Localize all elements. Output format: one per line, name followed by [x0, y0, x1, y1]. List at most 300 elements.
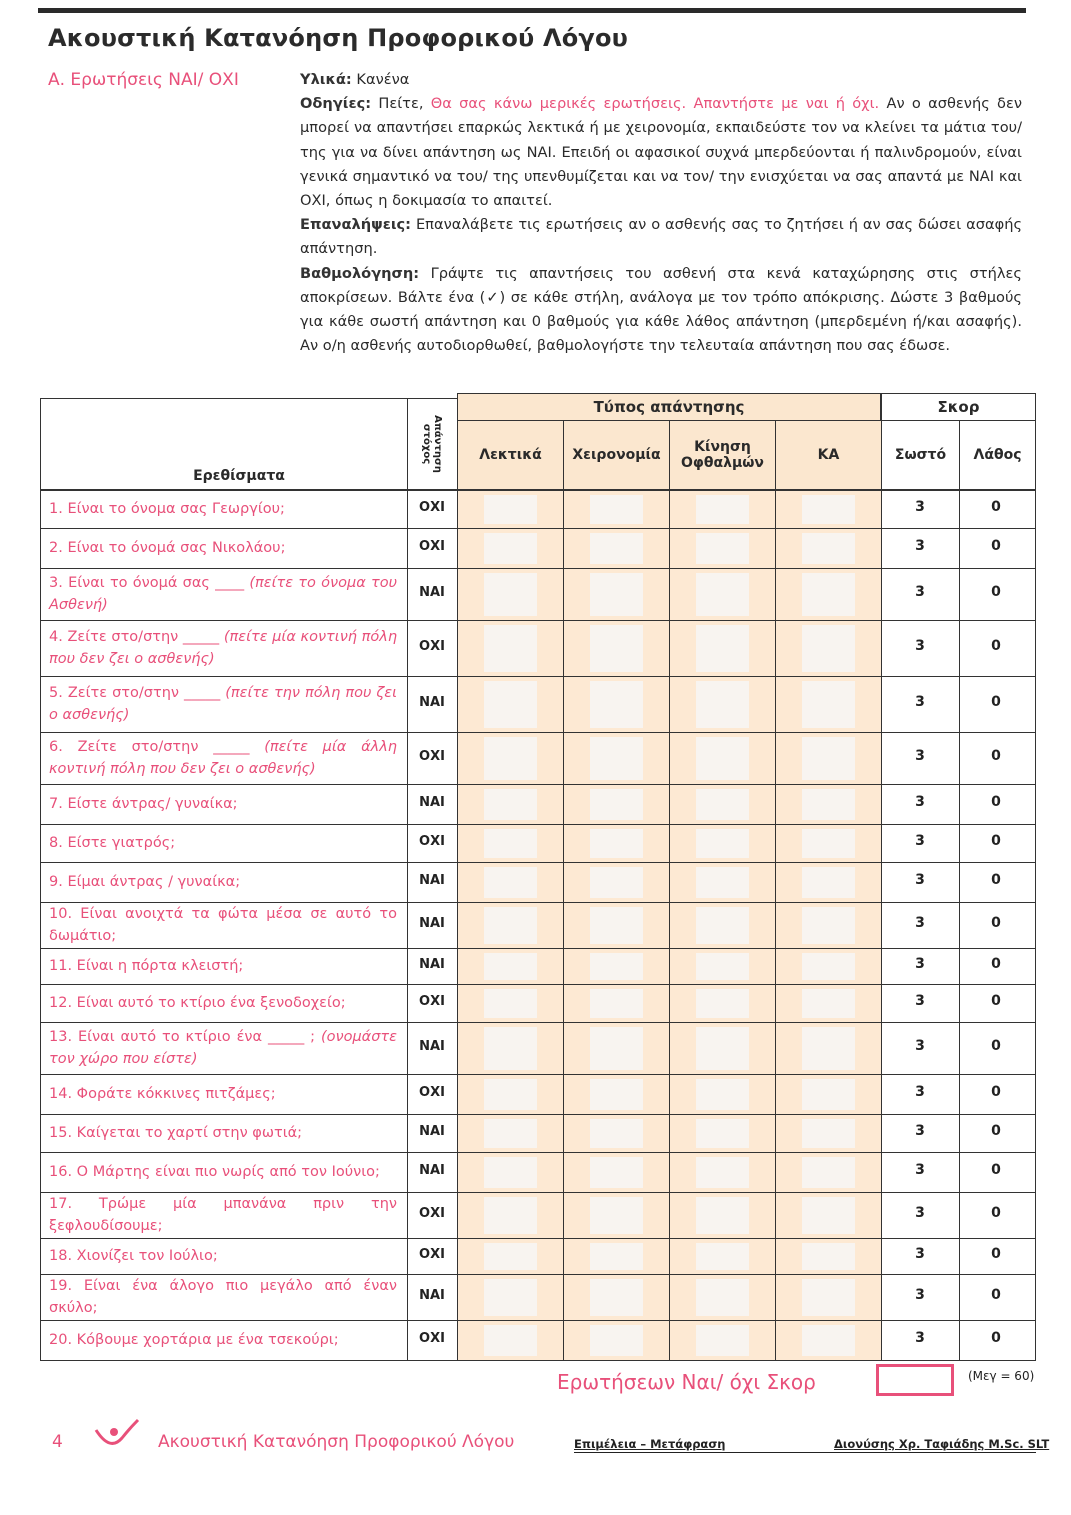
response-entry[interactable]: [696, 1157, 749, 1188]
response-entry[interactable]: [484, 1119, 537, 1148]
table-row: [40, 902, 1036, 948]
stimulus-question: [49, 793, 397, 815]
response-entry[interactable]: [802, 1197, 855, 1234]
stimulus-question: [49, 1329, 397, 1351]
response-entry[interactable]: [802, 495, 855, 524]
response-entry[interactable]: [802, 829, 855, 858]
question-text: 1. Είναι το όνομα σας Γεωργίου;: [49, 501, 285, 517]
response-entry[interactable]: [696, 1197, 749, 1234]
response-entry[interactable]: [484, 1243, 537, 1270]
response-cell[interactable]: [458, 1075, 563, 1114]
table-row: [40, 948, 1036, 984]
stimulus-question: [49, 1245, 397, 1267]
question-text: 3. Είναι το όνομά σας ____: [49, 575, 250, 591]
response-cell[interactable]: [458, 733, 563, 784]
table-row: [40, 1114, 1036, 1152]
response-entry[interactable]: [802, 1243, 855, 1270]
score-header-label: Σκορ: [937, 398, 980, 416]
response-entry[interactable]: [590, 681, 643, 728]
col-verbal-header: [457, 420, 564, 490]
response-cell[interactable]: [776, 529, 881, 568]
response-cell[interactable]: [458, 785, 563, 824]
response-cell[interactable]: [670, 949, 775, 984]
correct-score[interactable]: 3: [915, 1205, 925, 1221]
table-row: [40, 824, 1036, 862]
response-cell[interactable]: [776, 733, 881, 784]
table-row: [40, 1320, 1036, 1360]
response-entry[interactable]: [484, 1325, 537, 1356]
target-header: Απάντηση στόχος: [421, 415, 443, 473]
column-divider: [959, 1238, 960, 1274]
response-entry[interactable]: [802, 1079, 855, 1110]
col-gesture-label: Χειρονομία: [572, 447, 661, 463]
response-entry[interactable]: [696, 1027, 749, 1070]
target-answer: ΝΑΙ: [419, 873, 445, 888]
response-cell[interactable]: [564, 825, 669, 862]
column-divider: [959, 984, 960, 1022]
response-entry[interactable]: [802, 953, 855, 980]
correct-score[interactable]: 3: [915, 1162, 925, 1178]
response-cell[interactable]: [670, 621, 775, 676]
directions-pre: Πείτε,: [378, 95, 424, 113]
footer-rule: [574, 1452, 1036, 1453]
response-entry[interactable]: [696, 989, 749, 1018]
response-entry[interactable]: [590, 533, 643, 564]
response-entry[interactable]: [484, 953, 537, 980]
response-cell[interactable]: [776, 863, 881, 902]
response-cell[interactable]: [564, 529, 669, 568]
wrong-score[interactable]: 0: [991, 1084, 1001, 1100]
wrong-score[interactable]: 0: [991, 833, 1001, 849]
response-cell[interactable]: [776, 1193, 881, 1238]
correct-score[interactable]: 3: [915, 748, 925, 764]
response-cell[interactable]: [670, 825, 775, 862]
correct-score[interactable]: 3: [915, 499, 925, 515]
response-cell[interactable]: [776, 621, 881, 676]
response-entry[interactable]: [802, 1157, 855, 1188]
response-entry[interactable]: [590, 625, 643, 672]
response-cell[interactable]: [564, 677, 669, 732]
wrong-score[interactable]: 0: [991, 872, 1001, 888]
repetitions-label: Επαναλήψεις:: [300, 216, 412, 234]
target-answer: ΟΧΙ: [419, 539, 445, 554]
column-divider: [959, 1114, 960, 1152]
response-entry[interactable]: [590, 1325, 643, 1356]
response-cell[interactable]: [776, 1153, 881, 1192]
response-entry[interactable]: [802, 533, 855, 564]
column-divider: [881, 528, 882, 568]
response-entry[interactable]: [802, 907, 855, 944]
response-entry[interactable]: [590, 1197, 643, 1234]
wrong-score[interactable]: 0: [991, 1123, 1001, 1139]
wrong-score[interactable]: 0: [991, 1287, 1001, 1303]
response-cell[interactable]: [564, 621, 669, 676]
repetitions-text: Επαναλάβετε τις ερωτήσεις αν ο ασθενής σας το ζητήσει ή αν σας δώσει ασαφής απάντηση.: [300, 216, 1023, 258]
correct-score[interactable]: 3: [915, 1038, 925, 1054]
column-divider: [881, 1192, 882, 1238]
response-cell[interactable]: [670, 903, 775, 948]
response-cell[interactable]: [776, 903, 881, 948]
column-divider: [959, 1152, 960, 1192]
correct-score[interactable]: 3: [915, 584, 925, 600]
wrong-score[interactable]: 0: [991, 1205, 1001, 1221]
response-entry[interactable]: [696, 533, 749, 564]
response-cell[interactable]: [670, 785, 775, 824]
stimulus-question: [49, 871, 397, 893]
response-entry[interactable]: [590, 1119, 643, 1148]
correct-score[interactable]: 3: [915, 1123, 925, 1139]
target-answer: ΝΑΙ: [419, 695, 445, 710]
table-row: [40, 1274, 1036, 1320]
response-entry[interactable]: [802, 573, 855, 616]
response-entry[interactable]: [802, 989, 855, 1018]
response-cell[interactable]: [564, 903, 669, 948]
response-entry[interactable]: [484, 625, 537, 672]
response-cell[interactable]: [670, 1193, 775, 1238]
response-cell[interactable]: [458, 491, 563, 528]
response-cell[interactable]: [670, 1023, 775, 1074]
response-entry[interactable]: [484, 907, 537, 944]
wrong-score[interactable]: 0: [991, 584, 1001, 600]
response-cell[interactable]: [776, 949, 881, 984]
response-cell[interactable]: [776, 1321, 881, 1360]
response-cell[interactable]: [564, 569, 669, 620]
instructions-block: [300, 68, 1022, 358]
correct-score[interactable]: 3: [915, 915, 925, 931]
column-divider: [881, 862, 882, 902]
response-cell[interactable]: [776, 1115, 881, 1152]
max-score-note: (Μεγ = 60): [968, 1369, 1035, 1383]
response-entry[interactable]: [696, 737, 749, 780]
column-divider: [959, 1192, 960, 1238]
target-answer: ΝΑΙ: [419, 957, 445, 972]
response-cell[interactable]: [564, 1115, 669, 1152]
response-cell[interactable]: [458, 569, 563, 620]
correct-score[interactable]: 3: [915, 1246, 925, 1262]
response-cell[interactable]: [776, 1275, 881, 1320]
response-cell[interactable]: [670, 1321, 775, 1360]
wrong-score[interactable]: 0: [991, 748, 1001, 764]
column-divider: [959, 528, 960, 568]
response-cell[interactable]: [564, 491, 669, 528]
correct-score[interactable]: 3: [915, 956, 925, 972]
wrong-score[interactable]: 0: [991, 794, 1001, 810]
response-cell[interactable]: [776, 569, 881, 620]
response-entry[interactable]: [696, 1079, 749, 1110]
response-entry[interactable]: [696, 681, 749, 728]
response-entry[interactable]: [590, 737, 643, 780]
response-cell[interactable]: [458, 985, 563, 1022]
response-entry[interactable]: [484, 1157, 537, 1188]
response-entry[interactable]: [484, 737, 537, 780]
response-entry[interactable]: [590, 867, 643, 898]
column-divider: [881, 784, 882, 824]
response-cell[interactable]: [776, 1239, 881, 1274]
response-entry[interactable]: [590, 789, 643, 820]
response-entry[interactable]: [696, 495, 749, 524]
response-cell[interactable]: [670, 985, 775, 1022]
response-entry[interactable]: [802, 625, 855, 672]
response-cell[interactable]: [458, 1275, 563, 1320]
response-cell[interactable]: [670, 677, 775, 732]
response-cell[interactable]: [670, 1239, 775, 1274]
response-cell[interactable]: [458, 1321, 563, 1360]
target-answer: ΝΑΙ: [419, 916, 445, 931]
response-cell[interactable]: [458, 529, 563, 568]
response-entry[interactable]: [590, 1079, 643, 1110]
response-cell[interactable]: [458, 621, 563, 676]
correct-score[interactable]: 3: [915, 833, 925, 849]
response-cell[interactable]: [564, 1153, 669, 1192]
response-cell[interactable]: [458, 949, 563, 984]
column-divider: [881, 490, 882, 528]
response-cell[interactable]: [776, 677, 881, 732]
question-text: 10. Είναι ανοιχτά τα φώτα μέσα σε αυτό το δωμάτιο;: [49, 906, 397, 944]
response-entry[interactable]: [696, 573, 749, 616]
response-entry[interactable]: [484, 495, 537, 524]
response-cell[interactable]: [564, 1075, 669, 1114]
response-cell[interactable]: [776, 1023, 881, 1074]
response-entry[interactable]: [696, 1119, 749, 1148]
response-entry[interactable]: [696, 867, 749, 898]
question-text: 15. Καίγεται το χαρτί στην φωτιά;: [49, 1125, 303, 1141]
table-row: [40, 1238, 1036, 1274]
correct-score[interactable]: 3: [915, 638, 925, 654]
response-entry[interactable]: [590, 1279, 643, 1316]
question-instruction: (πείτε την πόλη που ζει ο ασθενής): [49, 685, 397, 723]
column-divider: [881, 1320, 882, 1360]
response-cell[interactable]: [776, 985, 881, 1022]
response-entry[interactable]: [696, 1243, 749, 1270]
wrong-score[interactable]: 0: [991, 694, 1001, 710]
wrong-score[interactable]: 0: [991, 1330, 1001, 1346]
wrong-score[interactable]: 0: [991, 956, 1001, 972]
response-cell[interactable]: [564, 985, 669, 1022]
question-text: 17. Τρώμε μία μπανάνα πριν την ξεφλουδίσουμε;: [49, 1196, 397, 1234]
target-answer: ΟΧΙ: [419, 834, 445, 849]
response-cell[interactable]: [564, 1023, 669, 1074]
response-cell[interactable]: [776, 825, 881, 862]
wrong-score[interactable]: 0: [991, 499, 1001, 515]
response-cell[interactable]: [670, 1275, 775, 1320]
wrong-score[interactable]: 0: [991, 993, 1001, 1009]
column-divider: [959, 1320, 960, 1360]
table-row: [40, 862, 1036, 902]
response-entry[interactable]: [802, 789, 855, 820]
question-text: 8. Είστε γιατρός;: [49, 835, 176, 851]
response-cell[interactable]: [458, 825, 563, 862]
response-cell[interactable]: [670, 863, 775, 902]
response-entry[interactable]: [802, 1279, 855, 1316]
question-text: 20. Κόβουμε χορτάρια με ένα τσεκούρι;: [49, 1332, 339, 1348]
column-divider: [881, 1022, 882, 1074]
stimulus-question: [49, 955, 397, 977]
correct-score[interactable]: 3: [915, 794, 925, 810]
response-entry[interactable]: [802, 681, 855, 728]
response-cell[interactable]: [670, 569, 775, 620]
correct-score[interactable]: 3: [915, 538, 925, 554]
response-cell[interactable]: [670, 1075, 775, 1114]
response-entry[interactable]: [802, 737, 855, 780]
response-entry[interactable]: [590, 989, 643, 1018]
column-divider: [959, 490, 960, 528]
total-score-field[interactable]: [876, 1364, 954, 1396]
response-cell[interactable]: [670, 1153, 775, 1192]
response-entry[interactable]: [484, 573, 537, 616]
table-row: [40, 568, 1036, 620]
response-entry[interactable]: [590, 907, 643, 944]
correct-score[interactable]: 3: [915, 872, 925, 888]
column-divider: [959, 676, 960, 732]
response-entry[interactable]: [590, 1027, 643, 1070]
question-instruction: (πείτε μία άλλη κοντινή πόλη που δεν ζει ο ασθενής): [49, 739, 397, 777]
target-answer: ΝΑΙ: [419, 1124, 445, 1139]
response-cell[interactable]: [564, 733, 669, 784]
column-divider: [881, 984, 882, 1022]
table-row: [40, 984, 1036, 1022]
response-cell[interactable]: [670, 529, 775, 568]
correct-score[interactable]: 3: [915, 1287, 925, 1303]
question-text: 12. Είναι αυτό το κτίριο ένα ξενοδοχείο;: [49, 995, 346, 1011]
target-answer: ΝΑΙ: [419, 1163, 445, 1178]
column-divider: [881, 948, 882, 984]
question-instruction: (ονομάστε τον χώρο που είστε): [49, 1029, 397, 1067]
response-entry[interactable]: [696, 625, 749, 672]
stimulus-question: [49, 498, 397, 520]
wrong-score[interactable]: 0: [991, 638, 1001, 654]
response-entry[interactable]: [696, 789, 749, 820]
correct-score[interactable]: 3: [915, 694, 925, 710]
column-divider: [959, 1274, 960, 1320]
table-row: [40, 620, 1036, 676]
stimulus-question: [49, 1161, 397, 1183]
target-answer: ΟΧΙ: [419, 1085, 445, 1100]
response-entry[interactable]: [696, 829, 749, 858]
wrong-score[interactable]: 0: [991, 1162, 1001, 1178]
response-cell[interactable]: [564, 1193, 669, 1238]
response-cell[interactable]: [670, 491, 775, 528]
stimulus-question: [49, 682, 397, 726]
target-answer: ΟΧΙ: [419, 500, 445, 515]
response-cell[interactable]: [670, 1115, 775, 1152]
footer-title: Ακουστική Κατανόηση Προφορικού Λόγου: [158, 1432, 515, 1452]
response-cell[interactable]: [458, 1153, 563, 1192]
correct-score[interactable]: 3: [915, 1084, 925, 1100]
column-divider: [881, 732, 882, 784]
response-entry[interactable]: [590, 495, 643, 524]
response-entry[interactable]: [802, 1119, 855, 1148]
logo-icon: [92, 1418, 140, 1458]
response-cell[interactable]: [564, 1239, 669, 1274]
directions-text: Αν ο ασθενής δεν μπορεί να απαντήσει επαρκώς λεκτικά ή με χειρονομία, εκπαιδεύστε τον να κλείνει τα μάτια του/ της για να δίνει απάντηση ως ΝΑΙ. Επειδή οι αφασικοί συχνά μπερδεύονται ή παλινδρομούν, είναι γενικά σημαντικό να του/ της υπενθυμίζεται και να τον/ την ενισχύεται να σας απαντά με ΝΑΙ και ΟΧΙ, όπως η δοκιμασία το απαιτεί.: [300, 95, 1023, 210]
response-entry[interactable]: [484, 867, 537, 898]
correct-score[interactable]: 3: [915, 1330, 925, 1346]
column-divider: [881, 676, 882, 732]
response-entry[interactable]: [484, 1279, 537, 1316]
wrong-score[interactable]: 0: [991, 538, 1001, 554]
response-cell[interactable]: [670, 733, 775, 784]
response-entry[interactable]: [484, 1027, 537, 1070]
stimulus-question: [49, 736, 397, 780]
response-type-header: [457, 393, 881, 421]
response-cell[interactable]: [564, 1321, 669, 1360]
column-divider: [881, 1152, 882, 1192]
response-entry[interactable]: [696, 907, 749, 944]
response-cell[interactable]: [458, 677, 563, 732]
column-divider: [959, 568, 960, 620]
wrong-score[interactable]: 0: [991, 1246, 1001, 1262]
stimulus-question: [49, 626, 397, 670]
wrong-score[interactable]: 0: [991, 1038, 1001, 1054]
response-cell[interactable]: [776, 491, 881, 528]
response-entry[interactable]: [590, 953, 643, 980]
question-text: 14. Φοράτε κόκκινες πιτζάμες;: [49, 1086, 276, 1102]
response-entry[interactable]: [590, 829, 643, 858]
response-entry[interactable]: [484, 789, 537, 820]
response-entry[interactable]: [696, 1279, 749, 1316]
response-cell[interactable]: [458, 903, 563, 948]
response-entry[interactable]: [802, 867, 855, 898]
response-entry[interactable]: [590, 1243, 643, 1270]
question-text: 11. Είναι η πόρτα κλειστή;: [49, 958, 244, 974]
total-score-label: Ερωτήσεων Ναι/ όχι Σκορ: [557, 1370, 816, 1394]
response-cell[interactable]: [458, 1115, 563, 1152]
column-divider: [881, 1238, 882, 1274]
question-text: 5. Ζείτε στο/στην _____: [49, 685, 226, 701]
response-entry[interactable]: [802, 1325, 855, 1356]
table-row: [40, 528, 1036, 568]
correct-score[interactable]: 3: [915, 993, 925, 1009]
stimulus-question: [49, 992, 397, 1014]
stimulus-question: [49, 537, 397, 559]
target-answer: ΟΧΙ: [419, 994, 445, 1009]
column-divider: [881, 824, 882, 862]
response-entry[interactable]: [590, 1157, 643, 1188]
response-entry[interactable]: [696, 1325, 749, 1356]
response-cell[interactable]: [458, 1193, 563, 1238]
question-text: 18. Χιονίζει τον Ιούλιο;: [49, 1248, 218, 1264]
directions-quote: Θα σας κάνω μερικές ερωτήσεις. Απαντήστε με ναι ή όχι.: [430, 95, 880, 113]
response-cell[interactable]: [776, 785, 881, 824]
col-wrong-label: Λάθος: [973, 447, 1022, 463]
response-cell[interactable]: [776, 1075, 881, 1114]
response-entry[interactable]: [484, 989, 537, 1018]
col-correct-header: [881, 420, 960, 490]
stimulus-question: [49, 1026, 397, 1070]
response-entry[interactable]: [484, 681, 537, 728]
response-entry[interactable]: [802, 1027, 855, 1070]
response-entry[interactable]: [484, 829, 537, 858]
response-cell[interactable]: [564, 949, 669, 984]
column-divider: [881, 568, 882, 620]
response-entry[interactable]: [484, 533, 537, 564]
response-cell[interactable]: [458, 1023, 563, 1074]
response-cell[interactable]: [564, 863, 669, 902]
section-heading: Α. Ερωτήσεις ΝΑΙ/ ΟΧΙ: [48, 70, 239, 90]
response-cell[interactable]: [564, 785, 669, 824]
response-entry[interactable]: [484, 1197, 537, 1234]
response-cell[interactable]: [564, 1275, 669, 1320]
response-cell[interactable]: [458, 863, 563, 902]
response-entry[interactable]: [696, 953, 749, 980]
column-divider: [959, 824, 960, 862]
response-entry[interactable]: [484, 1079, 537, 1110]
question-instruction: (πείτε μία κοντινή πόλη που δεν ζει ο ασθενής): [49, 629, 398, 667]
wrong-score[interactable]: 0: [991, 915, 1001, 931]
response-entry[interactable]: [590, 573, 643, 616]
target-answer: ΟΧΙ: [419, 1247, 445, 1262]
response-cell[interactable]: [458, 1239, 563, 1274]
